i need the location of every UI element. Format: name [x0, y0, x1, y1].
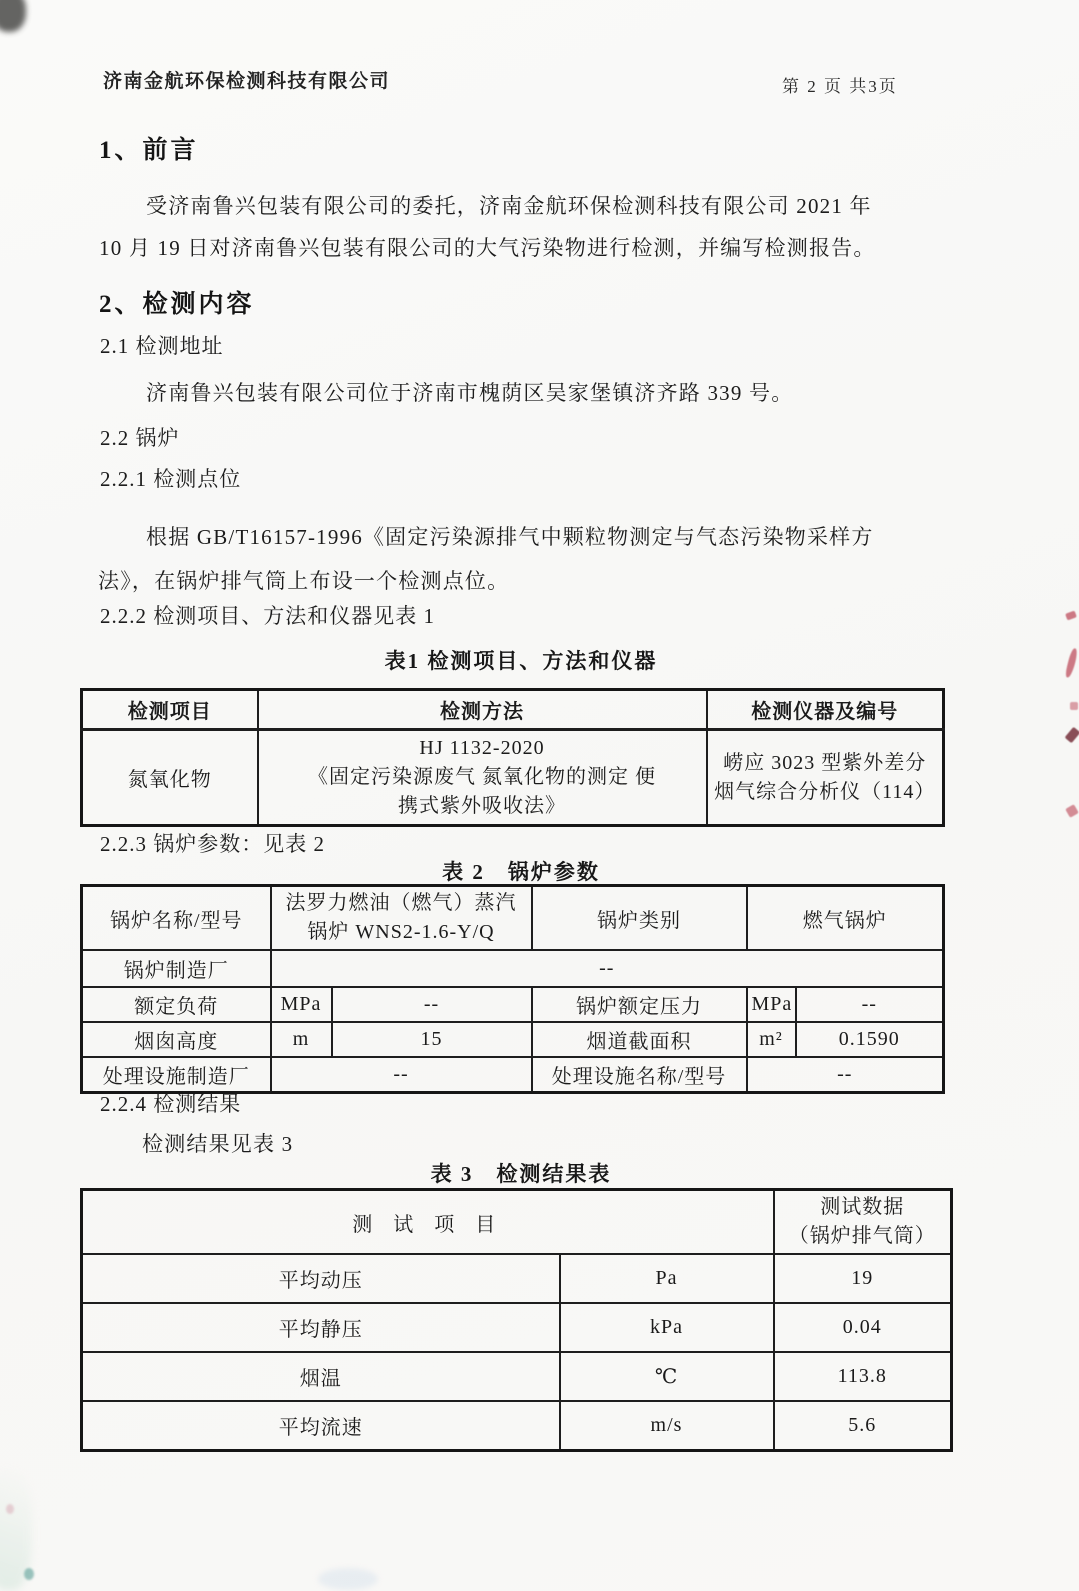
table2-unit-rated-load: MPa: [271, 987, 332, 1022]
table1-header-method: 检测方法: [258, 690, 707, 730]
section-2-1-heading: 2.1 检测地址: [100, 334, 224, 358]
table3-row-item: 平均流速: [82, 1401, 560, 1450]
table2-label-boiler-type: 锅炉类别: [532, 886, 747, 951]
table3-header-data-line-1: 测试数据: [820, 1196, 905, 1218]
table3-row-item: 平均静压: [82, 1303, 560, 1352]
table2-label-treatment-manufacturer: 处理设施制造厂: [82, 1057, 271, 1093]
scan-artifact-teal-dot: [24, 1568, 34, 1580]
table2-value-rated-load: --: [332, 987, 532, 1022]
section-1-heading: 1、前言: [99, 137, 199, 164]
table2-label-treatment-name: 处理设施名称/型号: [532, 1057, 747, 1093]
scan-artifact-green-smudge: [0, 1470, 32, 1590]
table3-row-item: 平均动压: [82, 1254, 560, 1303]
table1-header-item: 检测项目: [82, 690, 258, 730]
table2-value-flue-area: 0.1590: [796, 1022, 944, 1057]
intro-paragraph-line-2: 10 月 19 日对济南鲁兴包装有限公司的大气污染物进行检测，并编写检测报告。: [99, 236, 876, 260]
scan-artifact-red-mark: [1065, 611, 1077, 621]
table3-row-value: 19: [774, 1254, 952, 1303]
table2-value-boiler-type: 燃气锅炉: [747, 886, 944, 951]
intro-paragraph-line-1: 受济南鲁兴包装有限公司的委托，济南金航环保检测科技有限公司 2021 年: [146, 194, 872, 218]
table2-boiler-name-line-1: 法罗力燃油（燃气）蒸汽: [285, 892, 517, 914]
table3-row-unit: ℃: [560, 1352, 774, 1401]
table1-cell-item: 氮氧化物: [82, 730, 258, 826]
table3-header-data-line-2: （锅炉排气筒）: [788, 1225, 936, 1247]
table3-row-unit: m/s: [560, 1401, 774, 1450]
table1-method-line-1: HJ 1132-2020: [419, 737, 545, 759]
scan-artifact-corner-smudge: [0, 0, 26, 32]
table3-row-value: 0.04: [774, 1303, 952, 1352]
results-reference-text: 检测结果见表 3: [142, 1132, 294, 1156]
table1-caption: 表1 检测项目、方法和仪器: [384, 649, 658, 673]
table3-row-value: 113.8: [774, 1352, 952, 1401]
table3-row-value: 5.6: [774, 1401, 952, 1450]
table2-value-treatment-manufacturer: --: [271, 1057, 532, 1093]
section-2-2-4-heading: 2.2.4 检测结果: [100, 1092, 242, 1116]
table2-value-manufacturer: --: [271, 950, 944, 987]
table2-boiler-parameters: [80, 884, 945, 1094]
sampling-paragraph-line-2: 法》，在锅炉排气筒上布设一个检测点位。: [98, 569, 510, 593]
table2-label-boiler-name: 锅炉名称/型号: [82, 886, 271, 951]
table1-methods-instruments: [80, 688, 945, 827]
table2-label-manufacturer: 锅炉制造厂: [82, 950, 271, 987]
table3-header-item: 测 试 项 目: [82, 1190, 774, 1255]
section-2-2-heading: 2.2 锅炉: [100, 426, 180, 450]
table1-header-instrument: 检测仪器及编号: [707, 690, 944, 730]
scan-artifact-red-mark: [1065, 804, 1079, 818]
sampling-paragraph-line-1: 根据 GB/T16157-1996《固定污染源排气中颗粒物测定与气态污染物采样方: [146, 525, 874, 549]
table1-cell-method: [258, 730, 707, 826]
table1-method-line-2: 《固定污染源废气 氮氧化物的测定 便: [308, 766, 656, 788]
table2-label-stack-height: 烟囱高度: [82, 1022, 271, 1057]
scan-artifact-red-mark: [1065, 727, 1079, 744]
table1-method-line-3: 携式紫外吸收法》: [398, 795, 566, 817]
table2-label-rated-pressure: 锅炉额定压力: [532, 987, 747, 1022]
table2-unit-flue-area: m²: [747, 1022, 796, 1057]
table2-unit-rated-pressure: MPa: [747, 987, 796, 1022]
section-2-heading: 2、检测内容: [99, 291, 255, 318]
table1-cell-instrument: [707, 730, 944, 826]
table2-label-flue-area: 烟道截面积: [532, 1022, 747, 1057]
table3-row-unit: kPa: [560, 1303, 774, 1352]
section-2-2-1-heading: 2.2.1 检测点位: [100, 467, 242, 491]
table3-test-results: [80, 1188, 953, 1452]
address-text: 济南鲁兴包装有限公司位于济南市槐荫区吴家堡镇济齐路 339 号。: [146, 381, 794, 405]
scan-artifact-red-mark: [1070, 702, 1078, 710]
table3-caption: 表 3 检测结果表: [430, 1162, 612, 1186]
table2-boiler-name-line-2: 锅炉 WNS2-1.6-Y/Q: [307, 921, 495, 943]
scan-artifact-blue-smudge: [318, 1568, 378, 1590]
section-2-2-3-heading: 2.2.3 锅炉参数：见表 2: [100, 832, 325, 856]
scan-artifact-pink-fleck: [6, 1504, 14, 1514]
company-name: 济南金航环保检测科技有限公司: [103, 71, 391, 92]
table1-instrument-line-2: 烟气综合分析仪（114）: [714, 780, 936, 803]
scan-artifact-red-mark: [1064, 648, 1078, 679]
table3-row-unit: Pa: [560, 1254, 774, 1303]
table3-header-data: [774, 1190, 952, 1255]
table2-value-rated-pressure: --: [796, 987, 944, 1022]
table2-value-boiler-name: [271, 886, 532, 951]
table2-value-treatment-name: --: [747, 1057, 944, 1093]
table3-row-item: 烟温: [82, 1352, 560, 1401]
table2-label-rated-load: 额定负荷: [82, 987, 271, 1022]
table2-unit-stack-height: m: [271, 1022, 332, 1057]
table2-value-stack-height: 15: [332, 1022, 532, 1057]
section-2-2-2-heading: 2.2.2 检测项目、方法和仪器见表 1: [100, 604, 435, 628]
table1-instrument-line-1: 崂应 3023 型紫外差分: [723, 751, 927, 774]
page-number: 第 2 页 共3页: [782, 77, 898, 96]
table2-caption: 表 2 锅炉参数: [442, 860, 600, 884]
